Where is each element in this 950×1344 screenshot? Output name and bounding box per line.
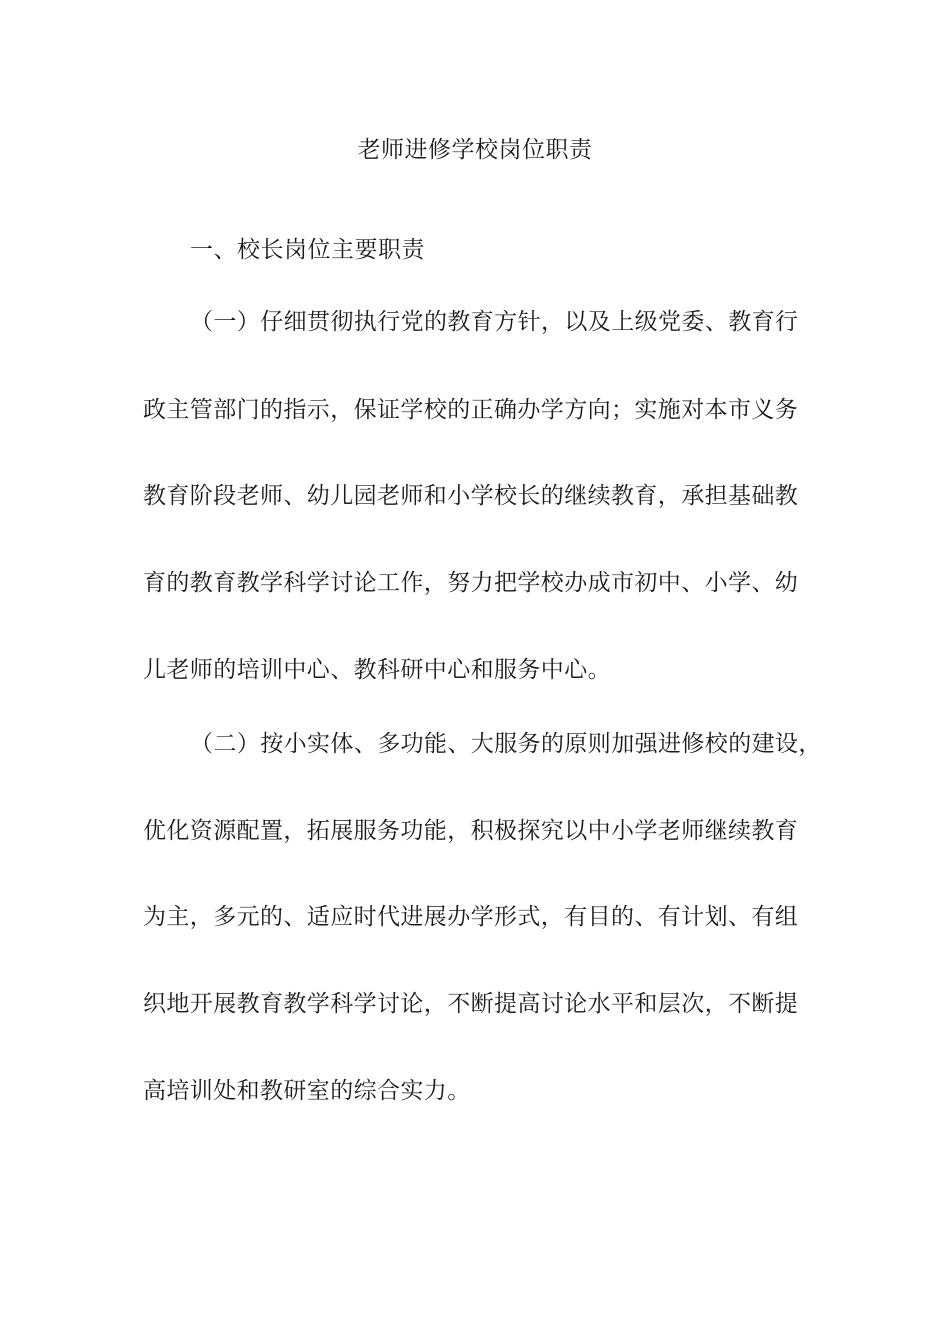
paragraph-line: 政主管部门的指示，保证学校的正确办学方向；实施对本市义务	[143, 397, 799, 423]
paragraph-line: 儿老师的培训中心、教科研中心和服务中心。	[143, 657, 611, 683]
paragraph-line: 高培训处和教研室的综合实力。	[143, 1078, 471, 1104]
paragraph-line: 教育阶段老师、幼儿园老师和小学校长的继续教育，承担基础教	[143, 483, 799, 509]
paragraph-line: （二）按小实体、多功能、大服务的原则加强进修校的建设，	[190, 731, 822, 757]
paragraph-line: 织地开展教育教学科学讨论，不断提高讨论水平和层次，不断提	[143, 991, 799, 1017]
document-title: 老师进修学校岗位职责	[357, 137, 593, 163]
paragraph-line: 为主，多元的、适应时代进展办学形式，有目的、有计划、有组	[143, 904, 799, 930]
paragraph-line: 优化资源配置，拓展服务功能，积极探究以中小学老师继续教育	[143, 818, 799, 844]
section-heading: 一、校长岗位主要职责	[190, 237, 425, 263]
paragraph-line: （一）仔细贯彻执行党的教育方针，以及上级党委、教育行	[190, 309, 799, 335]
paragraph-line: 育的教育教学科学讨论工作，努力把学校办成市初中、小学、幼	[143, 570, 799, 596]
